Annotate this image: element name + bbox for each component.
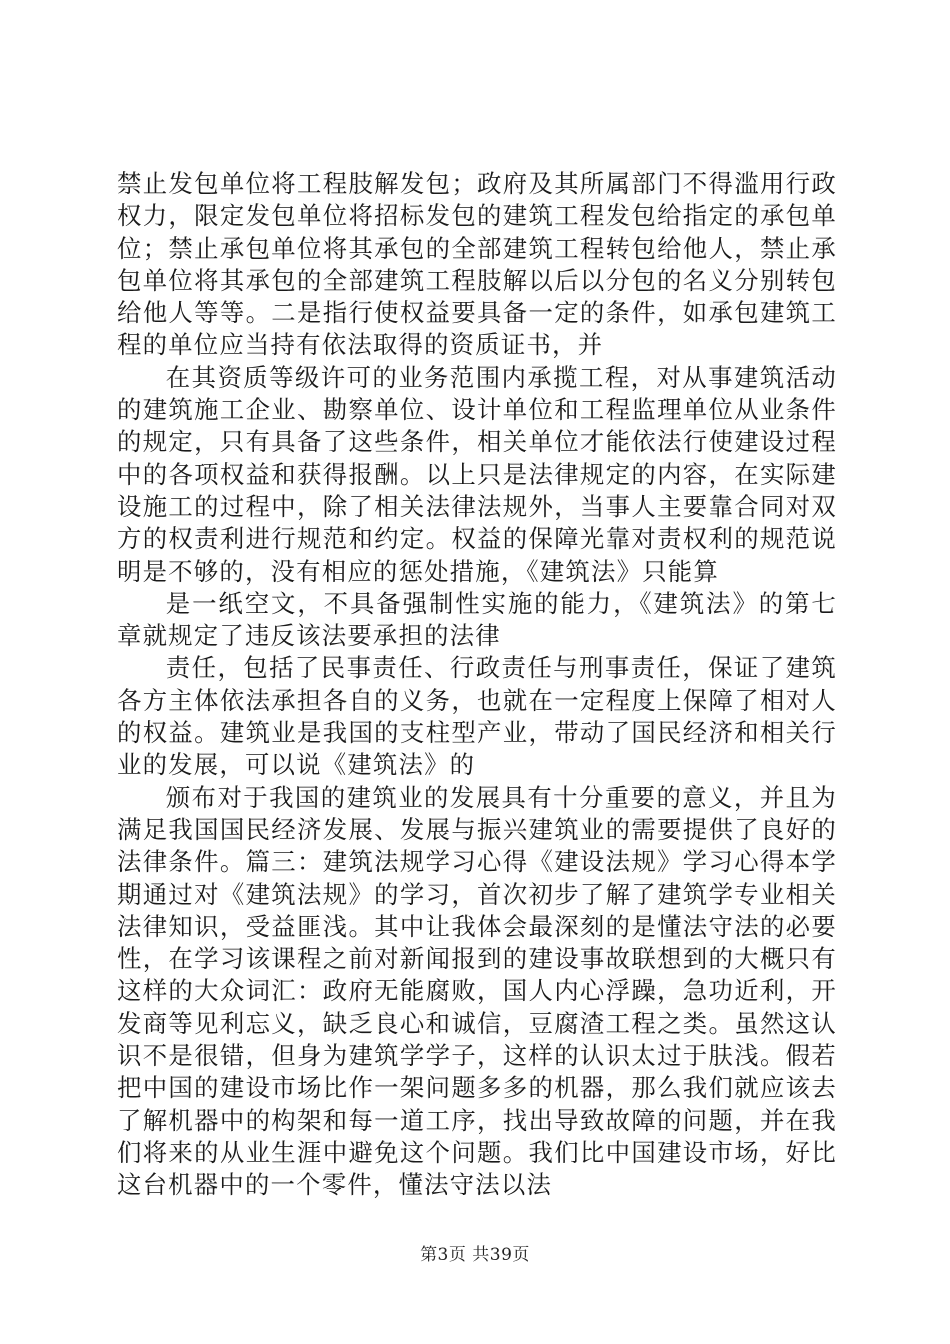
paragraph-2: 在其资质等级许可的业务范围内承揽工程，对从事建筑活动的建筑施工企业、勘察单位、设计单位和工程监理单位从业条件的规定，只有具备了这些条件，相关单位才能依法行使建设过程中的各项权益和获得报酬。以上只是法律规定的内容，在实际建设施工的过程中，除了相关法律法规外，当事人主要靠合同对双方的权责利进行规范和约定。权益的保障光靠对责权利的规范说明是不够的，没有相应的惩处措施，《建筑法》只能算 xyxy=(117,362,837,586)
page-footer: 第3页 共39页 xyxy=(420,1245,530,1265)
document-body xyxy=(117,168,837,1202)
paragraph-3: 是一纸空文，不具备强制性实施的能力，《建筑法》的第七章就规定了违反该法要承担的法律 xyxy=(117,588,837,651)
paragraph-4: 责任，包括了民事责任、行政责任与刑事责任，保证了建筑各方主体依法承担各自的义务，也就在一定程度上保障了相对人的权益。建筑业是我国的支柱型产业，带动了国民经济和相关行业的发展，可以说《建筑法》的 xyxy=(117,653,837,780)
paragraph-5: 颁布对于我国的建筑业的发展具有十分重要的意义，并且为满足我国国民经济发展、发展与振兴建筑业的需要提供了良好的法律条件。篇三：建筑法规学习心得《建设法规》学习心得本学期通过对《建筑法规》的学习，首次初步了解了建筑学专业相关法律知识，受益匪浅。其中让我体会最深刻的是懂法守法的必要性，在学习该课程之前对新闻报到的建设事故联想到的大概只有这样的大众词汇：政府无能腐败，国人内心浮躁，急功近利，开发商等见利忘义，缺乏良心和诚信，豆腐渣工程之类。虽然这认识不是很错，但身为建筑学学子，这样的认识太过于肤浅。假若把中国的建设市场比作一架问题多多的机器，那么我们就应该去了解机器中的构架和每一道工序，找出导致故障的问题，并在我们将来的从业生涯中避免这个问题。我们比中国建设市场，好比这台机器中的一个零件，懂法守法以法 xyxy=(117,782,837,1200)
paragraph-1: 禁止发包单位将工程肢解发包；政府及其所属部门不得滥用行政权力，限定发包单位将招标发包的建筑工程发包给指定的承包单位；禁止承包单位将其承包的全部建筑工程转包给他人，禁止承包单位将其承包的全部建筑工程肢解以后以分包的名义分别转包给他人等等。二是指行使权益要具备一定的条件，如承包建筑工程的单位应当持有依法取得的资质证书，并 xyxy=(117,169,837,360)
